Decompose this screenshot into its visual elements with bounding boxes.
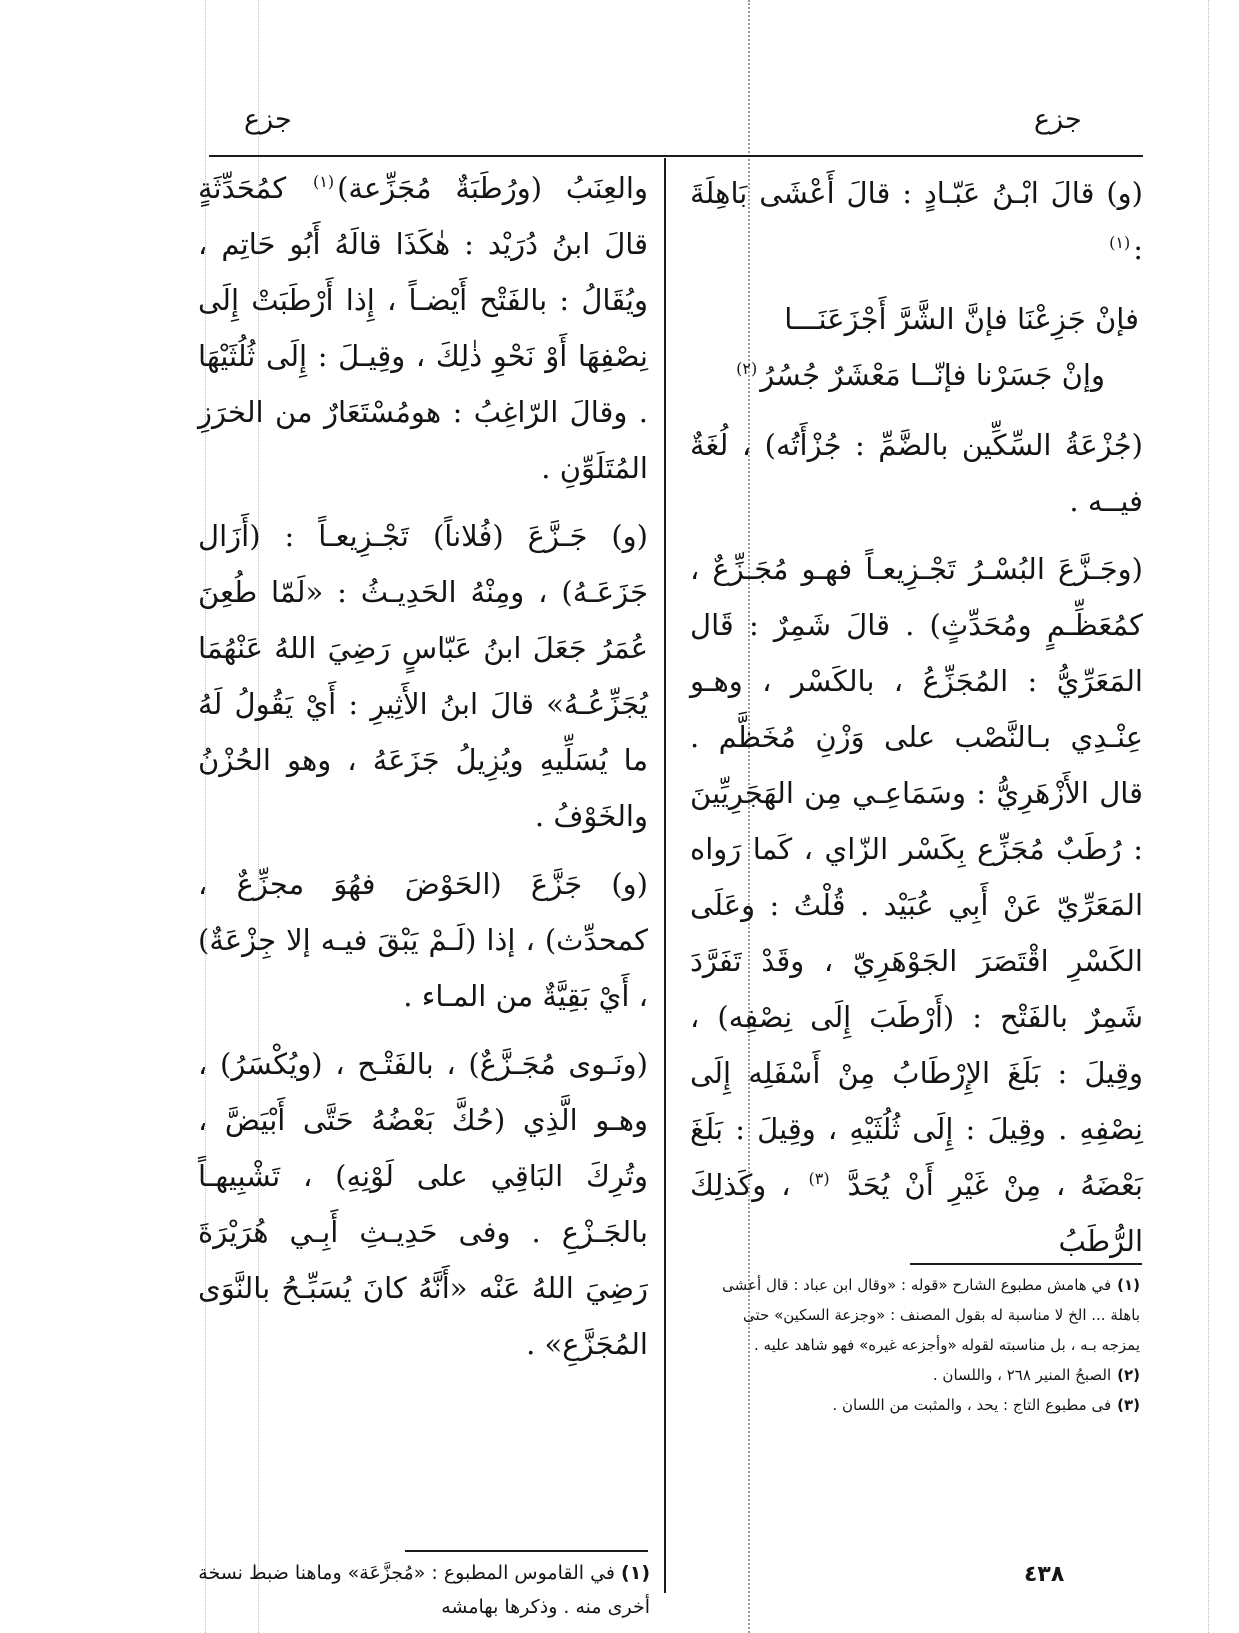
column-divider: [664, 158, 666, 1593]
footnote-marker: (٢): [736, 359, 758, 379]
paragraph-text: ، وكَذلِكَ الرُّطَبُ: [690, 1168, 1143, 1258]
entry-paragraph: (و) جَزَّعَ (الحَوْضَ فهُوَ مجزِّعٌ ، كمحدِّث) ، إذا (لَـمْ يَبْقَ فيـه إلا جِزْعَةٌ) ، أَيْ بَقِيَّةٌ من المـاء .: [198, 867, 648, 1013]
footnotes-left: [198, 1556, 650, 1624]
running-head-right: جزع: [1034, 104, 1082, 135]
verse-text: وإنْ جَسَرْنا فإنّــا مَعْشَرٌ جُسُرُ: [760, 358, 1105, 392]
footnote: [720, 1270, 1140, 1360]
entry-paragraph: [198, 160, 648, 496]
entry-paragraph: (جُزْعَةُ السِّكِّين بالضَّمِّ : جُزْأَتُه) ، لُغَةٌ فيــه .: [690, 428, 1143, 518]
verse-hemistich-2: [690, 347, 1139, 403]
scan-guide-line: [1208, 0, 1209, 1633]
footnote-text: في القاموس المطبوع : «مُجزَّعَة» وماهنا ضبط نسخة أخرى منه . وذكرها بهامشه: [198, 1562, 650, 1618]
footnote-number: (٢): [1117, 1366, 1140, 1384]
verse-hemistich-1: فإنْ جَزِعْنَا فإنَّ الشَّرَّ أَجْزَعَنَـــا: [784, 302, 1139, 336]
footnote-rule: [910, 1263, 1142, 1265]
footnote-number: (١): [1117, 1276, 1140, 1294]
footnote-marker: (١): [1109, 233, 1131, 253]
paragraph-text: (وجَـزَّعَ البُسْـرُ تَجْـزِيعـاً فهـو مُجَـزِّعٌ ، كمُعَظِّـمٍ ومُحَدِّثٍ) . قالَ شَمِرٌ : قَال المَعَرِّيُّ : المُجَزِّعُ ، بالكَسْر ، وهـو عِنْـدِي بـالنَّصْب على وَزْنِ مُخَظَّم . قال الأَزْهَرِيُّ : وسَمَاعِـي مِن الهَجَرِيِّينَ : رُطَبٌ مُجَزِّع بِكَسْر الزّاي ، كَما رَواه المَعَرِّيّ عَنْ أَبِي عُبَيْد . قُلْتُ : وعَلَى الكَسْرِ اقْتَصَرَ الجَوْهَرِيّ ، وقَدْ تَفَرَّدَ شَمِرٌ بالفَتْح : (أَرْطَبَ إِلَى نِصْفِه) ، وقِيلَ : بَلَغَ الإِرْطَابُ مِنْ أَسْفَلِه إِلَى نِصْفِهِ . وقِيلَ : إِلَى ثُلُثَيْهِ ، وقِيلَ : بَلَغَ بَعْضَهُ ، مِنْ غَيْرِ أَنْ يُحَدَّ: [690, 552, 1144, 1202]
paragraph-text: والعِنَبُ (ورُطَبَةٌ مُجَزِّعة): [337, 171, 648, 205]
entry-paragraph: (و) جَـزَّعَ (فُلاناً) تَجْـزِيعـاً : (أَزَال جَزَعَـهُ) ، ومِنْهُ الحَدِيـثُ : «لَمّا طُعِنَ عُمَرُ جَعَلَ ابنُ عَبّاسٍ رَضِيَ اللهُ عَنْهُمَا يُجَزِّعُـهُ» قالَ ابنُ الأَثِيرِ : أَيْ يَقُولُ لَهُ ما يُسَلِّيهِ ويُزِيلُ جَزَعَهُ ، وهو الحُزْنُ والخَوْفُ .: [198, 519, 648, 833]
footnote: [720, 1390, 1140, 1420]
footnote-number: (١): [621, 1562, 650, 1584]
entry-paragraph: [690, 165, 1143, 277]
footnotes-right: [720, 1270, 1140, 1420]
paragraph-text: (و) قالَ ابْـنُ عَبّـادٍ : قالَ أَعْشَى بَاهِلَةَ :: [690, 176, 1143, 266]
running-head-left: جزع: [244, 104, 292, 135]
footnote-text: الصبحُ المنير ٢٦٨ ، واللسان .: [932, 1366, 1112, 1384]
footnote-rule: [405, 1550, 648, 1552]
footnote-text: في هامش مطبوع الشارح «قوله : «وقال ابن عباد : قال أعشى باهلة ... الخ لا مناسبة له بقول المصنف : «وجزعة السكين» حتى يمزجه بـه ، بل مناسبته لقوله «وأجزعه غيره» فهو شاهد عليه .: [722, 1276, 1140, 1354]
poetry-verse: [690, 291, 1143, 403]
footnote-marker: (٣): [808, 1169, 830, 1189]
footnote-number: (٣): [1117, 1396, 1140, 1414]
footnote: [198, 1556, 650, 1624]
paragraph-text: كمُحَدِّثَةٍ قالَ ابنُ دُرَيْد : هٰكَذَا قالَهُ أَبُو حَاتِم ، ويُقَالُ : بالفَتْح أَيْضـاً ، إِذا أَرْطَبَتْ إِلَى نِصْفِهَا أَوْ نَحْوِ ذٰلِكَ ، وقِيـلَ : إِلَى ثُلُثَيْهَا . وقالَ الرّاغِبُ : هومُسْتَعَارٌ من الخرَزِ المُتَلَوِّنِ .: [198, 171, 648, 485]
right-column: [690, 165, 1143, 1281]
page-number: ٤٣٨: [1024, 1562, 1065, 1587]
entry-paragraph: [690, 541, 1143, 1269]
footnote-text: فى مطبوع التاج : يحد ، والمثبت من اللسان .: [832, 1396, 1112, 1414]
footnote-marker: (١): [312, 172, 335, 192]
entry-paragraph: (ونَـوى مُجَـزَّعٌ) ، بالفَتْـح ، (ويُكْسَرُ) ، وهـو الَّذِي (حُكَّ بَعْضُهُ حَتَّى أَبْيَضَّ ، وتُرِكَ البَاقِي على لَوْنِهِ) ، تَشْبِيهـاً بالجَـزْعِ . وفى حَدِيـثِ أَبِـي هُرَيْرَةَ رَضِيَ اللهُ عَنْه «أَنَّهُ كانَ يُسَبِّـحُ بالنَّوَى المُجَزَّعِ» .: [198, 1047, 648, 1361]
header-rule: [209, 155, 1143, 157]
left-column: [198, 160, 648, 1384]
footnote: [720, 1360, 1140, 1390]
